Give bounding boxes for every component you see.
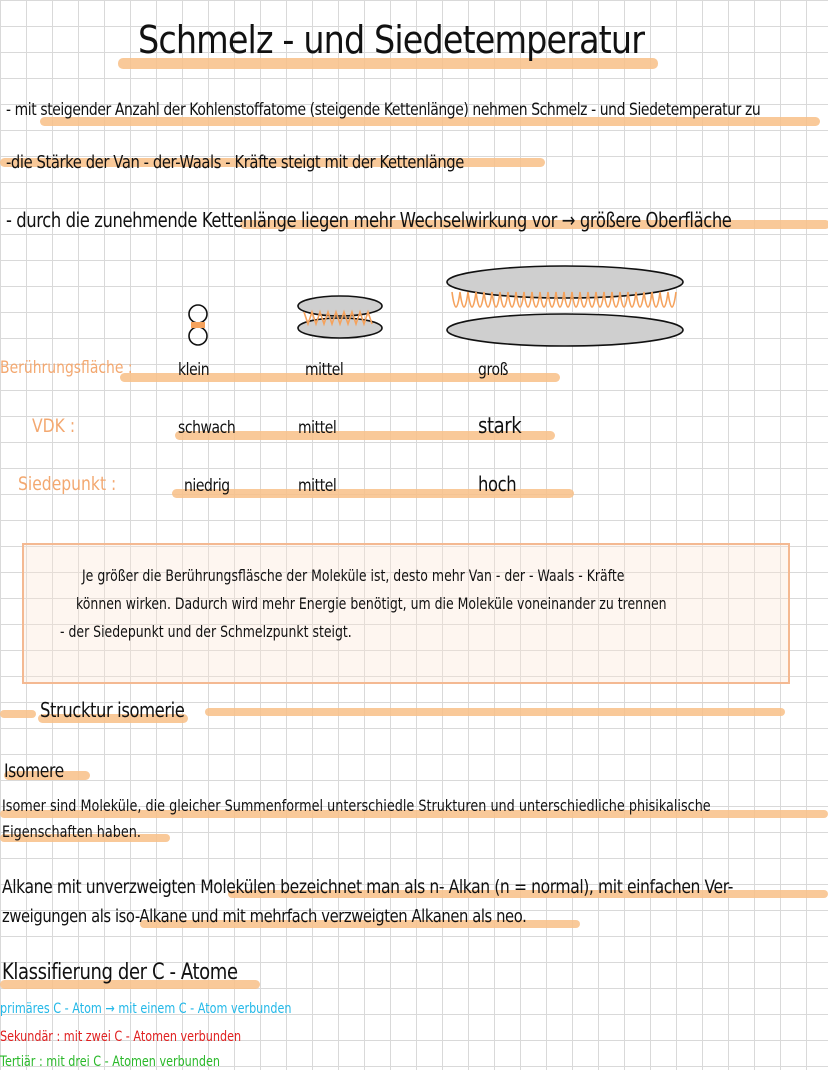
bullet-2: -die Stärke der Van - der-Waals - Kräfte steigt mit der Kettenlänge (6, 152, 464, 173)
klassifizierung-heading: Klassifierung der C - Atome (2, 960, 238, 985)
summary-box (22, 543, 790, 684)
row-1-value-2: mittel (305, 360, 344, 380)
row-3-value-1: niedrig (184, 476, 230, 496)
molecule-sketches (180, 262, 700, 352)
alkane-line-2: zweigungen als iso-Alkane und mit mehrfach verzweigten Alkanen als neo. (2, 906, 527, 927)
row-label-siedepunkt: Siedepunkt : (18, 473, 117, 495)
row-2-value-1: schwach (178, 418, 236, 438)
medium-molecule-sketch (298, 296, 382, 338)
isomere-heading: Isomere (4, 760, 64, 782)
isomere-line-2: Eigenschaften haben. (2, 822, 141, 841)
row-label-vdk: VDK : (32, 415, 76, 437)
page-title: Schmelz - und Siedetemperatur (138, 18, 645, 62)
small-molecule-sketch (189, 305, 207, 345)
large-molecule-sketch (447, 266, 683, 346)
row-3-value-3: hoch (478, 472, 517, 496)
row-1-value-3: groß (478, 360, 508, 380)
summary-line-2: können wirken. Dadurch wird mehr Energie benötigt, um die Moleküle voneinander zu trennen (76, 594, 667, 613)
row-1-value-1: klein (178, 360, 210, 380)
row-label-beruehrungsflaeche: Berührungsfläche : (0, 358, 133, 378)
section-highlight-right (205, 708, 785, 716)
row-3-value-2: mittel (298, 476, 337, 496)
row-2-value-3: stark (478, 414, 522, 439)
summary-line-1: Je größer die Berührungsfläsche der Moleküle ist, desto mehr Van - der - Waals - Kräfte (82, 566, 625, 585)
bullet-3: - durch die zunehmende Kettenlänge liegen mehr Wechselwirkung vor → größere Oberfläche (6, 208, 732, 232)
section-highlight-left (0, 710, 36, 718)
bullet-1: - mit steigender Anzahl der Kohlenstoffatome (steigende Kettenlänge) nehmen Schmelz - und Siedetemperatur zu (6, 100, 761, 120)
section-title: Strucktur isomerie (40, 698, 185, 722)
isomere-line-1: Isomer sind Moleküle, die gleicher Summenformel unterschiedle Strukturen und unterschiedliche phisikalische (2, 796, 711, 815)
klassifizierung-primaer: primäres C - Atom → mit einem C - Atom verbunden (0, 1001, 292, 1017)
klassifizierung-tertiaer: Tertiär : mit drei C - Atomen verbunden (0, 1054, 220, 1070)
alkane-line-1: Alkane mit unverzweigten Molekülen bezeichnet man als n- Alkan (n = normal), mit einfachen Ver- (2, 876, 733, 898)
row-2-value-2: mittel (298, 418, 337, 438)
klassifizierung-sekundaer: Sekundär : mit zwei C - Atomen verbunden (0, 1029, 242, 1045)
summary-line-3: - der Siedepunkt und der Schmelzpunkt steigt. (60, 622, 352, 641)
